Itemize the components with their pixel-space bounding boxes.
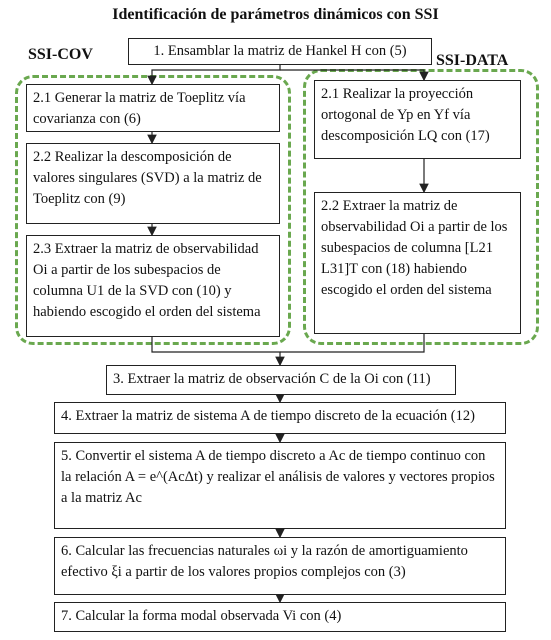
diagram-title: Identificación de parámetros dinámicos con SSI <box>112 6 439 23</box>
step-2-3-cov-box <box>26 235 280 337</box>
step-1-text: 1. Ensamblar la matriz de Hankel H con (5) <box>153 43 407 59</box>
step-6-box <box>54 537 506 595</box>
step-3-text: 3. Extraer la matriz de observación C de la Oi con (11) <box>113 371 431 387</box>
step-2-2-data-box <box>314 192 521 334</box>
step-3-box <box>106 365 456 395</box>
step-2-1-cov-box <box>26 84 280 132</box>
step-7-box <box>54 602 506 632</box>
step-4-box <box>54 402 506 434</box>
step-2-1-data-box <box>314 80 521 159</box>
step-4-text: 4. Extraer la matriz de sistema A de tiempo discreto de la ecuación (12) <box>61 408 475 424</box>
step-2-1-data-text: 2.1 Realizar la proyección ortogonal de Yp en Yf vía descomposición LQ con (17) <box>321 86 490 144</box>
label-ssi-data: SSI-DATA <box>436 52 509 69</box>
step-1-box <box>128 38 432 65</box>
step-7-text: 7. Calcular la forma modal observada Vi con (4) <box>61 608 342 624</box>
step-2-2-cov-text: 2.2 Realizar la descomposición de valores singulares (SVD) a la matriz de Toeplitz con (9) <box>33 149 262 207</box>
step-2-2-data-text: 2.2 Extraer la matriz de observabilidad Oi a partir de los subespacios de columna [L21 L31]T con (18) habiendo escogido el orden del sistema <box>321 198 508 298</box>
step-2-2-cov-box <box>26 143 280 224</box>
step-2-3-cov-text: 2.3 Extraer la matriz de observabilidad Oi a partir de los subespacios de columna U1 de la SVD con (10) y habiendo escogido el orden del sistema <box>33 241 261 320</box>
step-2-1-cov-text: 2.1 Generar la matriz de Toeplitz vía covarianza con (6) <box>33 90 246 127</box>
step-5-text: 5. Convertir el sistema A de tiempo discreto a Ac de tiempo continuo con la relación A = e^(AcΔt) y realizar el análisis de valores y vectores propios a la matriz Ac <box>61 448 495 506</box>
step-6-text: 6. Calcular las frecuencias naturales ωi y la razón de amortiguamiento efectivo ξi a partir de los valores propios complejos con (3) <box>61 543 468 580</box>
label-ssi-cov: SSI-COV <box>28 46 93 63</box>
step-5-box <box>54 442 506 529</box>
